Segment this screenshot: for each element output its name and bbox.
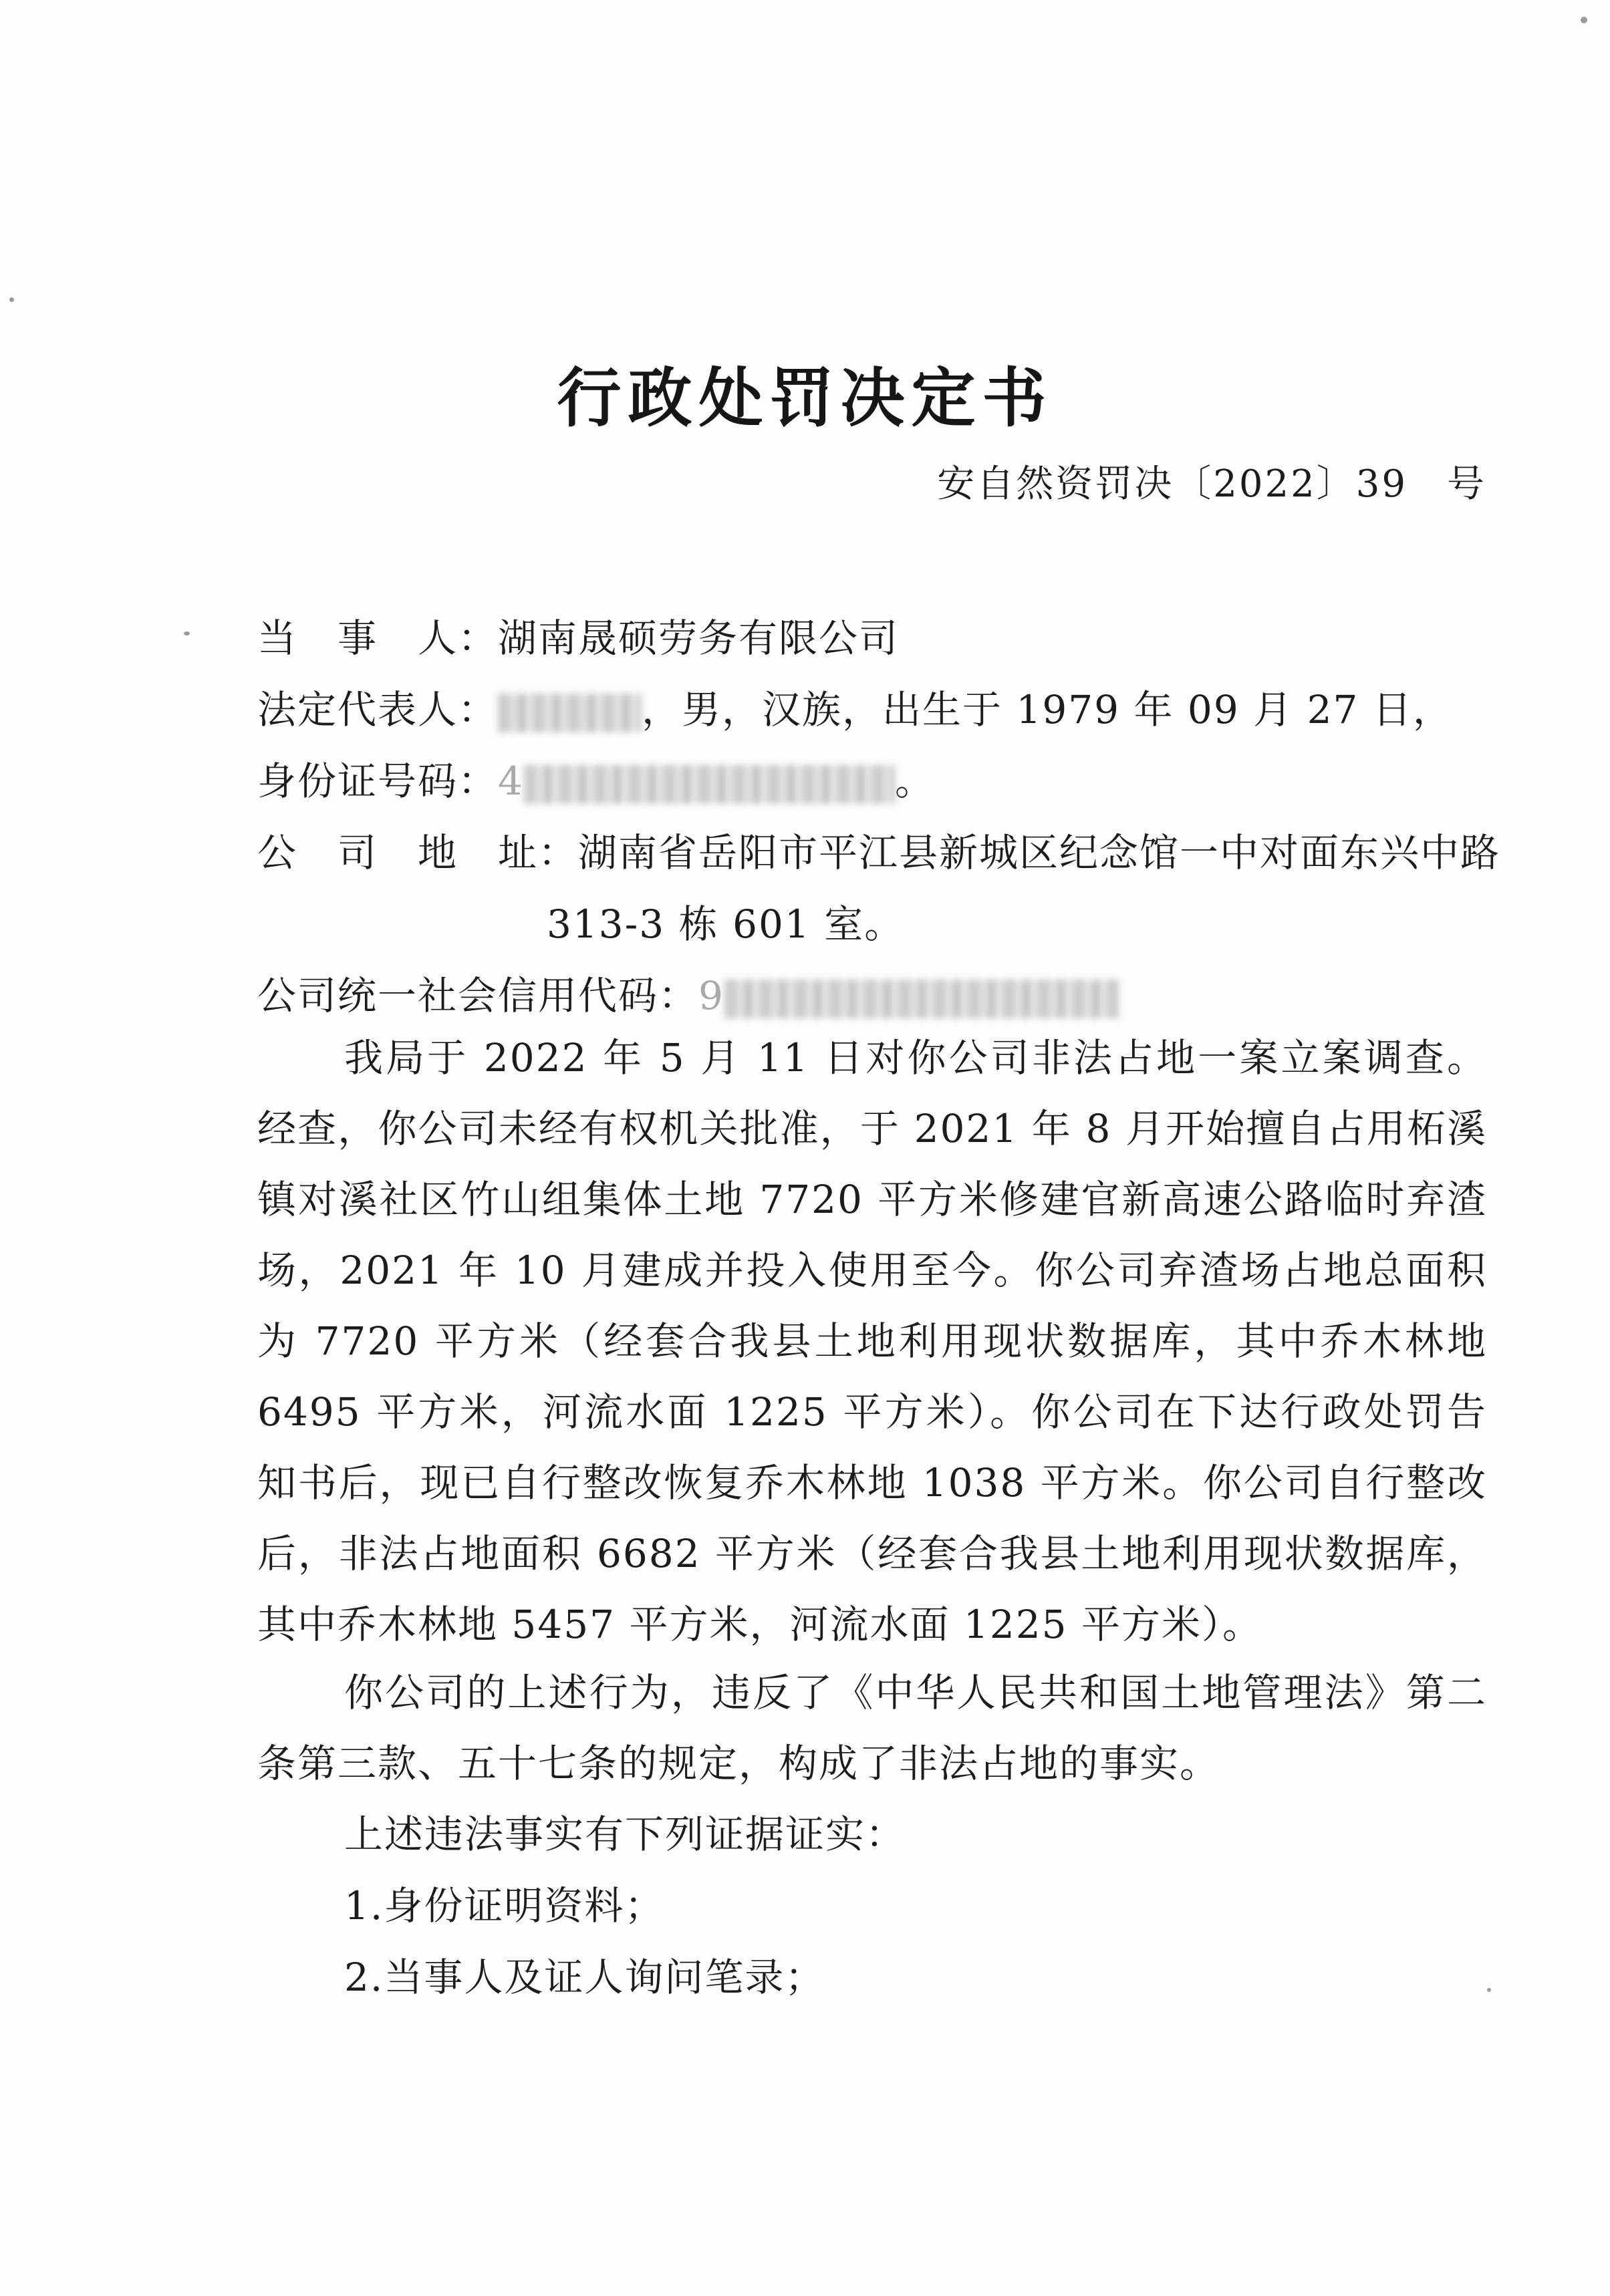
scan-speck (184, 631, 190, 635)
party-label: 当 事 人： (257, 615, 499, 661)
id-number-prefix: 4 (498, 758, 524, 804)
legal-rep-label: 法定代表人： (257, 687, 499, 732)
redacted-name (498, 694, 642, 732)
paragraph-violation: 你公司的上述行为，违反了《中华人民共和国土地管理法》第二条第三款、五十七条的规定，构成了非法占地的事实。 (257, 1670, 1487, 1786)
document-title: 行政处罚决定书 (557, 360, 1053, 436)
scan-speck (9, 297, 14, 302)
document-number: 安自然资罚决〔2022〕39 号 (937, 462, 1486, 506)
credit-code-label: 公司统一社会信用代码： (257, 973, 699, 1018)
evidence-item-1: 1.身份证明资料； (344, 1883, 665, 1928)
party-row (257, 607, 899, 663)
legal-rep-row (257, 678, 1453, 734)
credit-code-prefix: 9 (698, 973, 724, 1018)
evidence-item-2: 2.当事人及证人询问笔录； (344, 1955, 825, 2000)
address-line1: 湖南省岳阳市平江县新城区纪念馆一中对面东兴中路 (578, 830, 1501, 875)
redacted-id-number (524, 765, 895, 804)
id-number-row (257, 750, 935, 806)
scan-speck (1487, 1988, 1491, 1992)
paragraph-evidence-intro: 上述违法事实有下列证据证实： (344, 1812, 906, 1857)
paragraph-facts: 我局于 2022 年 5 月 11 日对你公司非法占地一案立案调查。经查，你公司未经有权机关批准，于 2021 年 8 月开始擅自占用柘溪镇对溪社区竹山组集体土地 7720 平方米修建官新高速公路临时弃渣场，2021 年 10 月建成并投入使用至今。你公司弃渣场占地总面积为 7720 平方米（经套合我县土地利用现状数据库，其中乔木林地 6495 平方米，河流水面 1225 平方米）。你公司在下达行政处罚告知书后，现已自行整改恢复乔木林地 1038 平方米。你公司自行整改后，非法占地面积 6682 平方米（经套合我县土地利用现状数据库，其中乔木林地 5457 平方米，河流水面 1225 平方米）。 (257, 1035, 1487, 1647)
credit-code-row (257, 964, 1119, 1020)
address-label: 公 司 地 址： (257, 830, 579, 875)
id-number-label: 身份证号码： (257, 758, 499, 804)
address-row (257, 821, 1500, 877)
redacted-credit-code (724, 980, 1119, 1018)
party-value: 湖南晟硕劳务有限公司 (498, 615, 900, 661)
address-continuation (547, 893, 904, 949)
id-number-suffix: 。 (894, 758, 935, 804)
scan-speck (1581, 17, 1587, 23)
legal-rep-value: ，男，汉族，出生于 1979 年 09 月 27 日， (642, 687, 1453, 732)
address-line2: 313-3 栋 601 室。 (547, 901, 905, 947)
